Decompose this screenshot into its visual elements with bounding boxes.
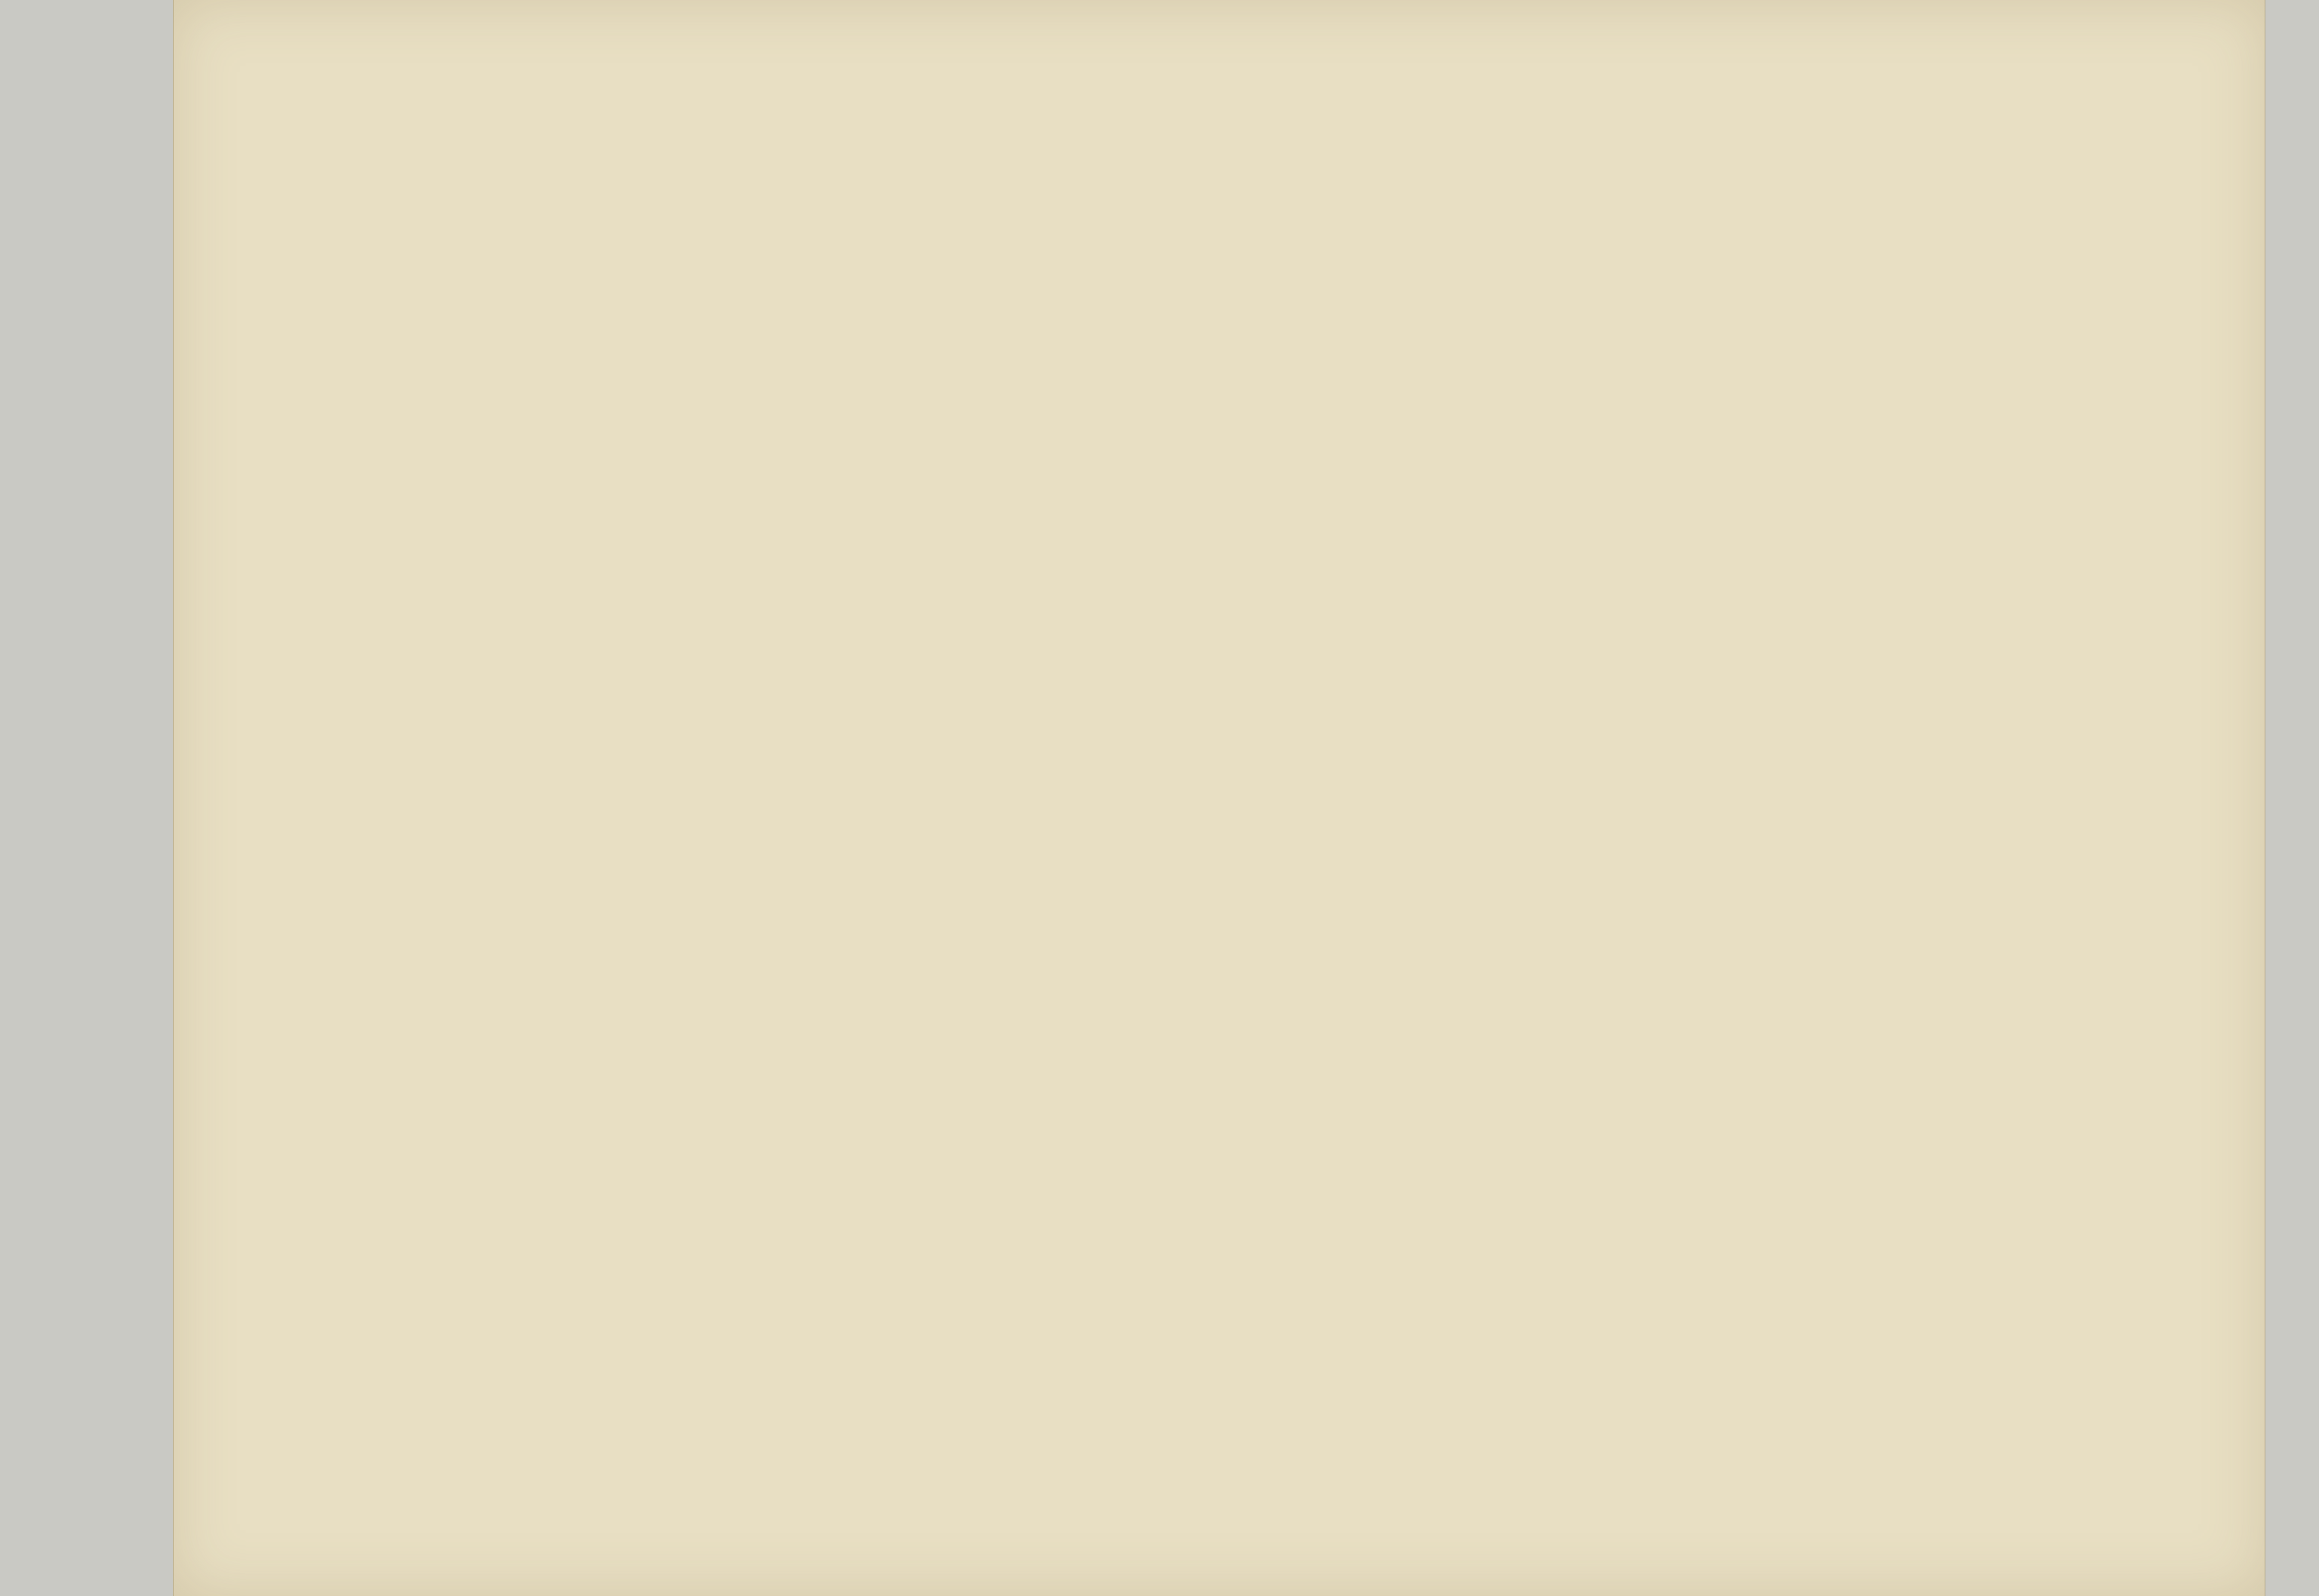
newspaper-page [174, 0, 2265, 1596]
